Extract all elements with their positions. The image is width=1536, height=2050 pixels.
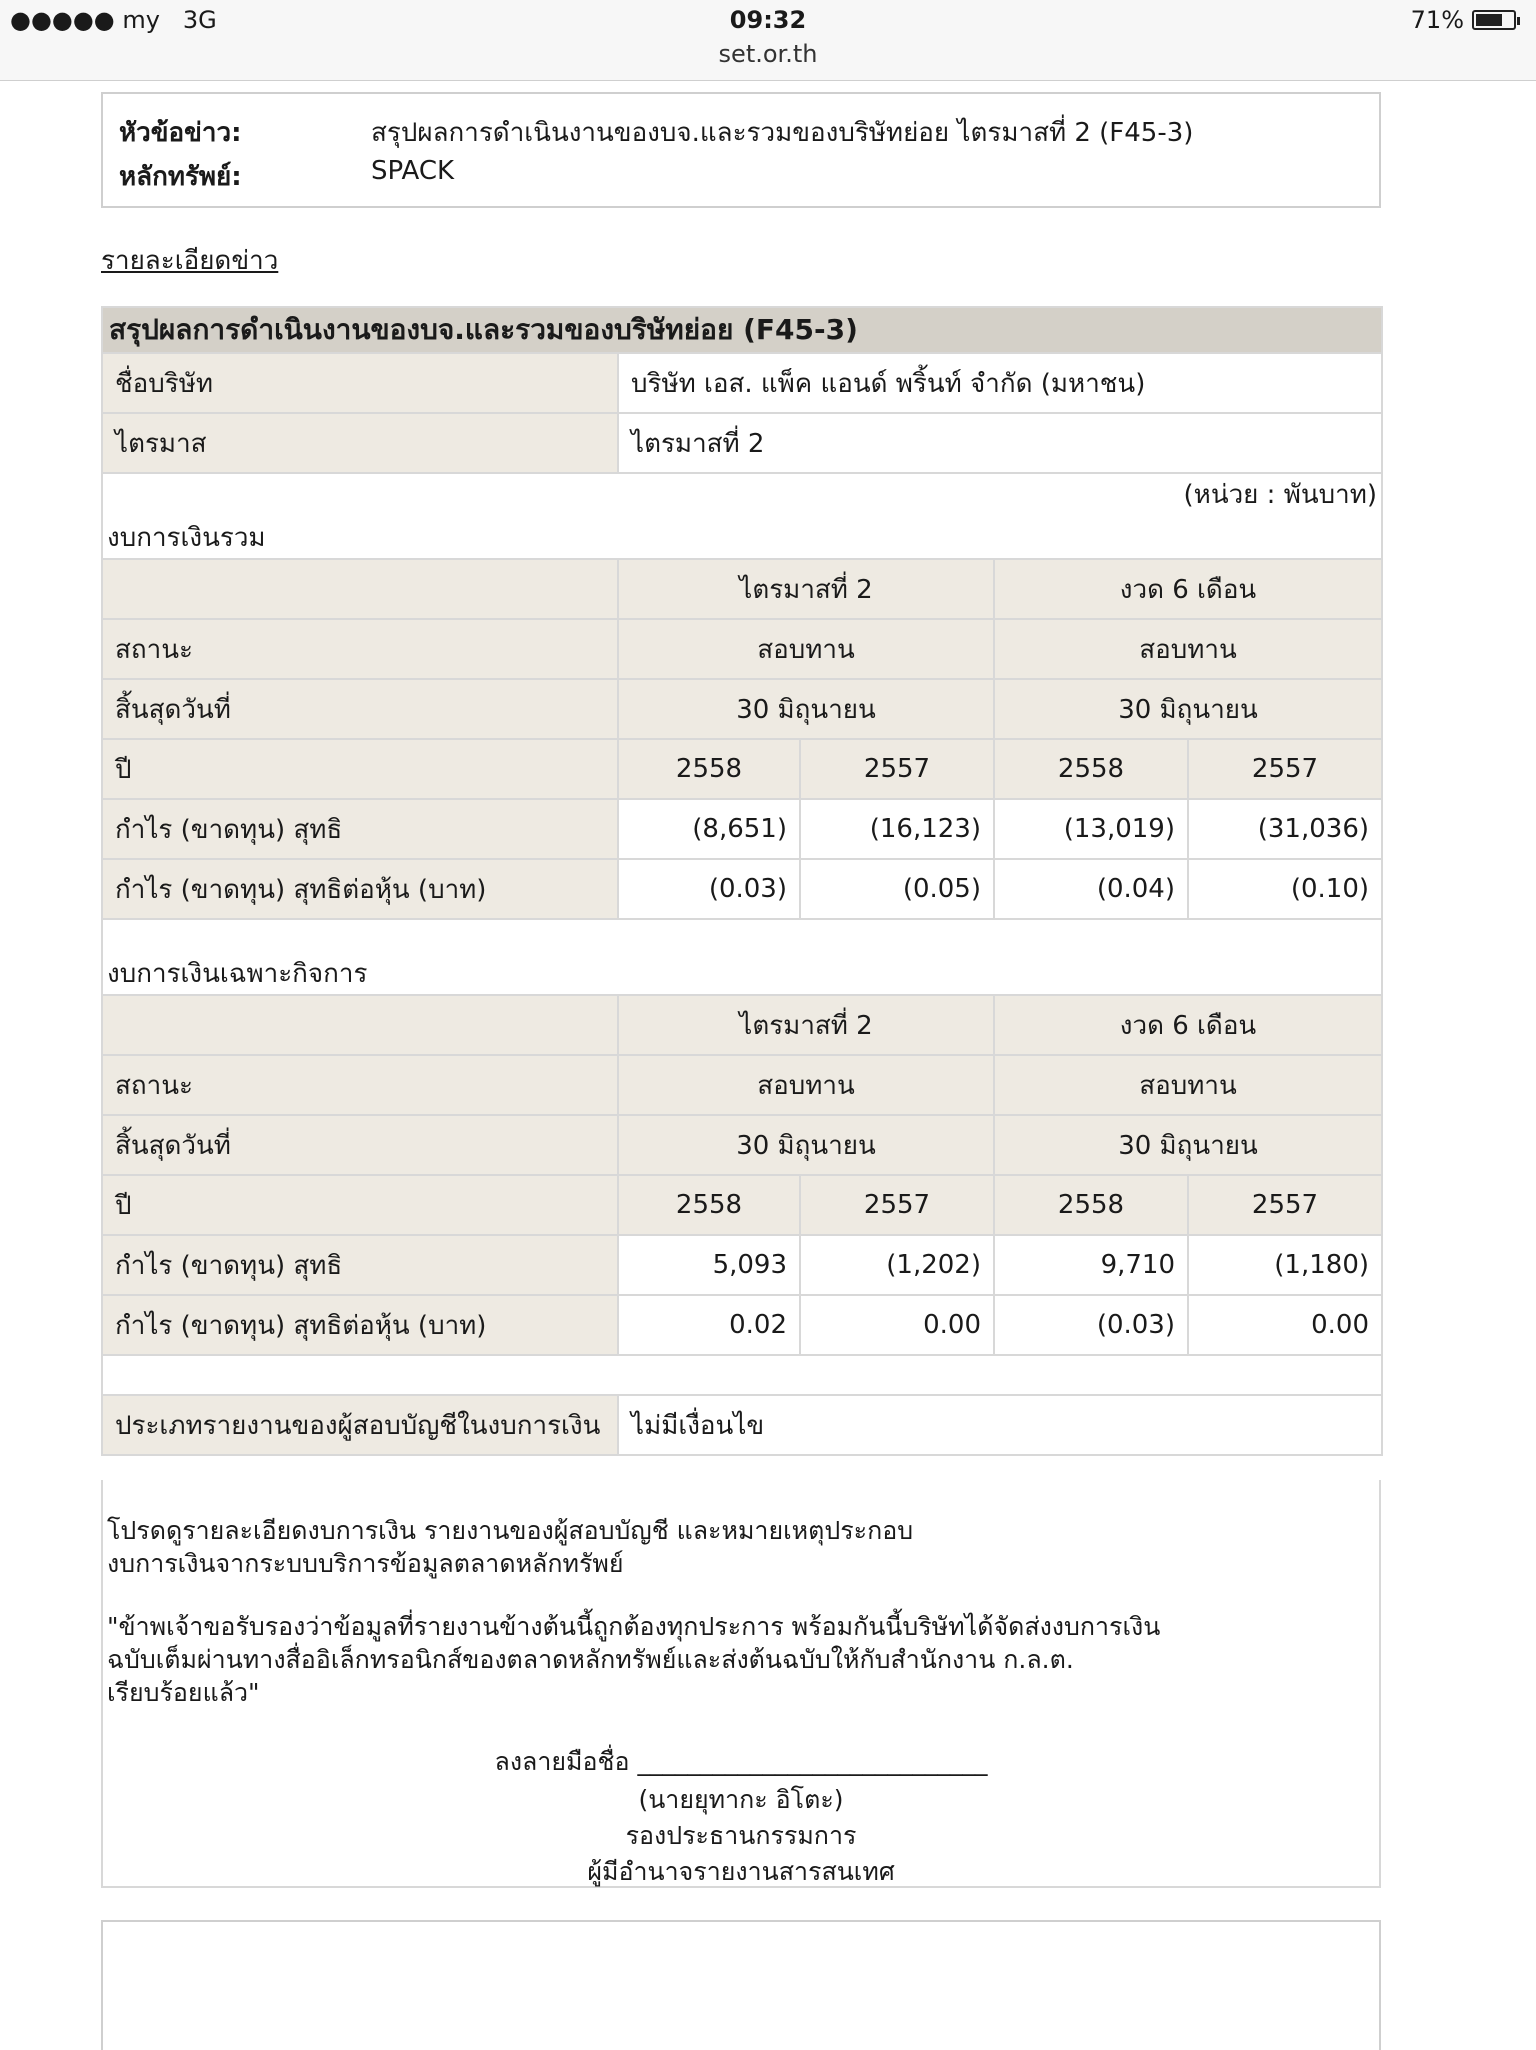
value-cell: (0.03) [994, 1295, 1188, 1355]
signer-title: รองประธานกรรมการ [625, 1821, 857, 1850]
subject-value: สรุปผลการดำเนินงานของบจ.และรวมของบริษัทย่อย ไตรมาสที่ 2 (F45-3) [371, 118, 1194, 148]
notes-text [107, 1514, 913, 1580]
news-details-link[interactable]: รายละเอียดข่าว [101, 246, 279, 276]
consolidated-profit-label: กำไร (ขาดทุน) สุทธิ [102, 799, 618, 859]
value-cell: (13,019) [994, 799, 1188, 859]
value-cell: (1,202) [800, 1235, 994, 1295]
separate-status-label: สถานะ [102, 1055, 618, 1115]
value-cell: (16,123) [800, 799, 994, 859]
separate-end-quarter: 30 มิถุนายน [618, 1115, 994, 1175]
subject-row [119, 112, 242, 153]
signature-line: ____________________________ [637, 1747, 988, 1776]
consolidated-end-6m: 30 มิถุนายน [994, 679, 1382, 739]
consolidated-year-label: ปี [102, 739, 618, 799]
company-name: บริษัท เอส. แพ็ค แอนด์ พริ้นท์ จำกัด (มหาชน) [618, 353, 1382, 413]
year-cell: 2557 [800, 1175, 994, 1235]
consolidated-caption: งบการเงินรวม [102, 515, 1382, 559]
signer-name: (นายยุทากะ อิโตะ) [638, 1785, 844, 1814]
year-cell: 2558 [994, 1175, 1188, 1235]
subject-label: หัวข้อข่าว: [119, 118, 242, 148]
certification-line: เรียบร้อยแล้ว" [107, 1678, 260, 1707]
consolidated-end-quarter: 30 มิถุนายน [618, 679, 994, 739]
notes-line: โปรดดูรายละเอียดงบการเงิน รายงานของผู้สอบบัญชี และหมายเหตุประกอบ [107, 1516, 914, 1545]
consolidated-status-label: สถานะ [102, 619, 618, 679]
value-cell: (8,651) [618, 799, 800, 859]
consolidated-period-6m: งวด 6 เดือน [994, 559, 1382, 619]
certification-line: ฉบับเต็มผ่านทางสื่ออิเล็กทรอนิกส์ของตลาดหลักทรัพย์และส่งต้นฉบับให้กับสำนักงาน ก.ล.ต. [107, 1645, 1074, 1674]
separate-profit-row [102, 1235, 1382, 1295]
signature-row [103, 1742, 1379, 1782]
consolidated-status-6m: สอบทาน [994, 619, 1382, 679]
signer-role: ผู้มีอำนาจรายงานสารสนเทศ [587, 1857, 895, 1886]
network-type: 3G [182, 6, 217, 34]
year-cell: 2557 [1188, 739, 1382, 799]
separate-eps-row [102, 1295, 1382, 1355]
value-cell: (0.10) [1188, 859, 1382, 919]
year-cell: 2558 [994, 739, 1188, 799]
notes-line: งบการเงินจากระบบบริการข้อมูลตลาดหลักทรัพย์ [107, 1549, 624, 1578]
consolidated-year-row [102, 739, 1382, 799]
year-cell: 2557 [1188, 1175, 1382, 1235]
security-label: หลักทรัพย์: [119, 162, 242, 192]
report-title: สรุปผลการดำเนินงานของบจ.และรวมของบริษัทย่อย (F45-3) [102, 307, 1382, 353]
battery-percent: 71% [1410, 6, 1464, 34]
next-section-box [101, 1920, 1381, 2050]
consolidated-profit-row [102, 799, 1382, 859]
certification-text [107, 1610, 1160, 1709]
value-cell: (0.05) [800, 859, 994, 919]
certification-line: "ข้าพเจ้าขอรับรองว่าข้อมูลที่รายงานข้างต้นนี้ถูกต้องทุกประการ พร้อมกันนี้บริษัทได้จัดส่งงบการเงิน [107, 1612, 1161, 1641]
year-cell: 2558 [618, 739, 800, 799]
auditor-report-label: ประเภทรายงานของผู้สอบบัญชีในงบการเงิน [102, 1395, 618, 1455]
separate-caption: งบการเงินเฉพาะกิจการ [102, 919, 1382, 995]
signature-label: ลงลายมือชื่อ [494, 1747, 630, 1776]
consolidated-eps-row [102, 859, 1382, 919]
value-cell: 0.00 [1188, 1295, 1382, 1355]
clock: 09:32 [729, 6, 807, 34]
news-header-box [101, 92, 1381, 208]
security-value: SPACK [371, 156, 455, 186]
value-cell: (0.03) [618, 859, 800, 919]
unit-note: (หน่วย : พันบาท) [102, 473, 1382, 515]
year-cell: 2557 [800, 739, 994, 799]
report-table [101, 306, 1383, 1456]
value-cell: 0.02 [618, 1295, 800, 1355]
separate-eps-label: กำไร (ขาดทุน) สุทธิต่อหุ้น (บาท) [102, 1295, 618, 1355]
separate-end-label: สิ้นสุดวันที่ [102, 1115, 618, 1175]
consolidated-period-quarter: ไตรมาสที่ 2 [618, 559, 994, 619]
separate-end-6m: 30 มิถุนายน [994, 1115, 1382, 1175]
separate-profit-label: กำไร (ขาดทุน) สุทธิ [102, 1235, 618, 1295]
quarter-label: ไตรมาส [102, 413, 618, 473]
separate-status-6m: สอบทาน [994, 1055, 1382, 1115]
year-cell: 2558 [618, 1175, 800, 1235]
value-cell: (0.04) [994, 859, 1188, 919]
signal-strength: ●●●●● my [10, 6, 160, 34]
separate-period-6m: งวด 6 เดือน [994, 995, 1382, 1055]
separate-status-quarter: สอบทาน [618, 1055, 994, 1115]
battery-status [1411, 6, 1516, 34]
quarter-value: ไตรมาสที่ 2 [618, 413, 1382, 473]
report-footer [101, 1480, 1381, 1888]
auditor-report-value: ไม่มีเงื่อนไข [618, 1395, 1382, 1455]
value-cell: (1,180) [1188, 1235, 1382, 1295]
battery-icon [1472, 10, 1516, 30]
security-row [119, 156, 242, 197]
address-bar-url[interactable]: set.or.th [718, 40, 818, 68]
company-label: ชื่อบริษัท [102, 353, 618, 413]
separate-year-row [102, 1175, 1382, 1235]
status-bar [0, 0, 1536, 81]
separate-period-quarter: ไตรมาสที่ 2 [618, 995, 994, 1055]
value-cell: 5,093 [618, 1235, 800, 1295]
separate-year-label: ปี [102, 1175, 618, 1235]
consolidated-end-label: สิ้นสุดวันที่ [102, 679, 618, 739]
consolidated-eps-label: กำไร (ขาดทุน) สุทธิต่อหุ้น (บาท) [102, 859, 618, 919]
consolidated-status-quarter: สอบทาน [618, 619, 994, 679]
value-cell: 0.00 [800, 1295, 994, 1355]
value-cell: (31,036) [1188, 799, 1382, 859]
value-cell: 9,710 [994, 1235, 1188, 1295]
